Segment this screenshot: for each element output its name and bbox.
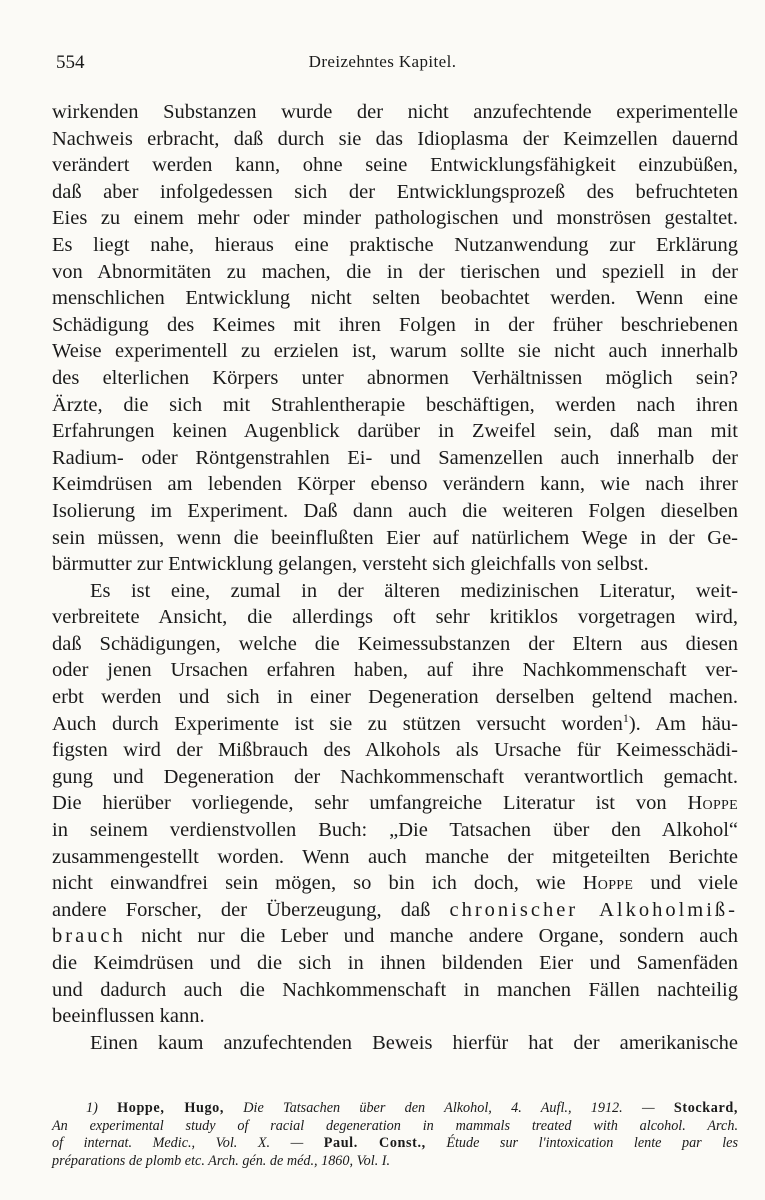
text-line: beeinflussen kann. bbox=[52, 1005, 205, 1028]
text-line: verändert werden kann, ohne seine Entwicklungsfähigkeit einzubüßen, bbox=[52, 154, 738, 177]
text-line: oder jenen Ursachen erfahren haben, auf ihre Nachkommenschaft ver- bbox=[52, 659, 738, 682]
text-line: Erfahrungen keinen Augenblick darüber in Zweifel sein, daß man mit bbox=[52, 420, 738, 443]
text-line: andere Forscher, der Überzeugung, daß chronischer Alkoholmiß- bbox=[52, 898, 739, 921]
text-line: in seinem verdienstvollen Buch: „Die Tatsachen über den Alkohol“ bbox=[52, 819, 738, 842]
text-line: menschlichen Entwicklung nicht selten beobachtet werden. Wenn eine bbox=[52, 287, 738, 310]
footnote-line: préparations de plomb etc. Arch. gén. de méd., 1860, Vol. I. bbox=[52, 1152, 391, 1169]
text-line: figsten wird der Mißbrauch des Alkohols als Ursache für Keimesschädi- bbox=[52, 739, 738, 762]
text-line: Weise experimentell zu erzielen ist, warum sollte sie nicht auch innerhalb bbox=[52, 340, 738, 363]
author-name: Hoppe bbox=[582, 872, 634, 895]
text-line: Es liegt nahe, hieraus eine praktische Nutzanwendung zur Erklärung bbox=[52, 233, 738, 256]
footnote-author: Stockard, bbox=[673, 1100, 739, 1116]
text-line: von Abnormitäten zu machen, die in der tierischen und speziell in der bbox=[52, 260, 738, 283]
text-line: bärmutter zur Entwicklung gelangen, versteht sich gleichfalls von selbst. bbox=[52, 553, 649, 576]
text-line: und dadurch auch die Nachkommenschaft in manchen Fällen nachteilig bbox=[52, 978, 738, 1001]
text-line: Radium- oder Röntgenstrahlen Ei- und Samenzellen auch innerhalb der bbox=[52, 446, 738, 469]
paragraph-start-line: Es ist eine, zumal in der älteren medizinischen Literatur, weit- bbox=[90, 579, 738, 602]
text-line: verbreitete Ansicht, die allerdings oft sehr kritiklos vorgetragen wird, bbox=[52, 606, 738, 629]
text-line: Eies zu einem mehr oder minder pathologischen und monströsen gestaltet. bbox=[52, 207, 738, 230]
footnote-line: An experimental study of racial degeneration in mammals treated with alcohol. Arch. bbox=[52, 1117, 738, 1134]
text-line: Schädigung des Keimes mit ihren Folgen in der früher beschriebenen bbox=[52, 313, 738, 336]
text-line: Auch durch Experimente ist sie zu stützen versucht worden$^1$). Am häu- bbox=[52, 710, 738, 735]
body-text bbox=[52, 99, 738, 1056]
text-line: Nachweis erbracht, daß durch sie das Idioplasma der Keimzellen dauernd bbox=[52, 127, 738, 150]
text-line: zusammengestellt worden. Wenn auch manche der mitgeteilten Berichte bbox=[52, 845, 738, 868]
text-line: nicht einwandfrei sein mögen, so bin ich doch, wie Hoppe und viele bbox=[52, 872, 739, 895]
footnote-author: Hoppe, Hugo, bbox=[117, 1100, 225, 1116]
text-line: daß aber infolgedessen sich der Entwicklungsprozeß des befruchteten bbox=[52, 180, 738, 203]
footnote-author: Paul. Const., bbox=[323, 1135, 426, 1152]
text-line: daß Schädigungen, welche die Keimessubstanzen der Eltern aus diesen bbox=[52, 632, 738, 655]
page-number: 554 bbox=[56, 52, 85, 73]
text-line: Keimdrüsen am lebenden Körper ebenso verändern kann, wie nach ihrer bbox=[52, 473, 738, 496]
page-header bbox=[56, 52, 709, 82]
spaced-emphasis: chronischer Alkoholmiß- bbox=[449, 898, 739, 921]
text-line: wirkenden Substanzen wurde der nicht anzufechtende experimentelle bbox=[52, 101, 738, 123]
text-line: erbt werden und sich in einer Degeneration derselben geltend machen. bbox=[52, 686, 738, 709]
text-line: des elterlichen Körpers unter abnormen Verhältnissen möglich sein? bbox=[52, 366, 738, 389]
text-line: gung und Degeneration der Nachkommenschaft verantwortlich gemacht. bbox=[52, 765, 738, 788]
author-name: Hoppe bbox=[687, 792, 738, 815]
footnote-line: 1) Hoppe, Hugo, Die Tatsachen über den Alkohol, 4. Aufl., 1912. — Stockard, bbox=[86, 1100, 739, 1116]
running-head: Dreizehntes Kapitel. bbox=[308, 52, 457, 71]
text-line: die Keimdrüsen und die sich in ihnen bildenden Eier und Samenfäden bbox=[52, 952, 738, 974]
text-line: Isolierung im Experiment. Daß dann auch die weiteren Folgen dieselben bbox=[52, 499, 738, 522]
text-line: sein müssen, wenn die beeinflußten Eier auf natürlichem Wege in der Ge- bbox=[52, 526, 738, 549]
footnotes bbox=[52, 1100, 738, 1170]
footnote-line: of internat. Medic., Vol. X. — Paul. Const., Étude sur l'intoxication lente par les bbox=[52, 1135, 738, 1152]
text-line: Die hierüber vorliegende, sehr umfangreiche Literatur ist von Hoppe bbox=[52, 792, 738, 815]
text-line: brauch nicht nur die Leber und manche andere Organe, sondern auch bbox=[52, 925, 738, 948]
text-line: Ärzte, die sich mit Strahlentherapie beschäftigen, werden nach ihren bbox=[52, 393, 738, 416]
footnote-ref[interactable]: 1 bbox=[622, 710, 629, 725]
paragraph-start-line: Einen kaum anzufechtenden Beweis hierfür hat der amerikanische bbox=[90, 1031, 738, 1054]
spaced-emphasis: brauch bbox=[52, 925, 126, 948]
footnote-marker: 1) bbox=[86, 1100, 98, 1116]
